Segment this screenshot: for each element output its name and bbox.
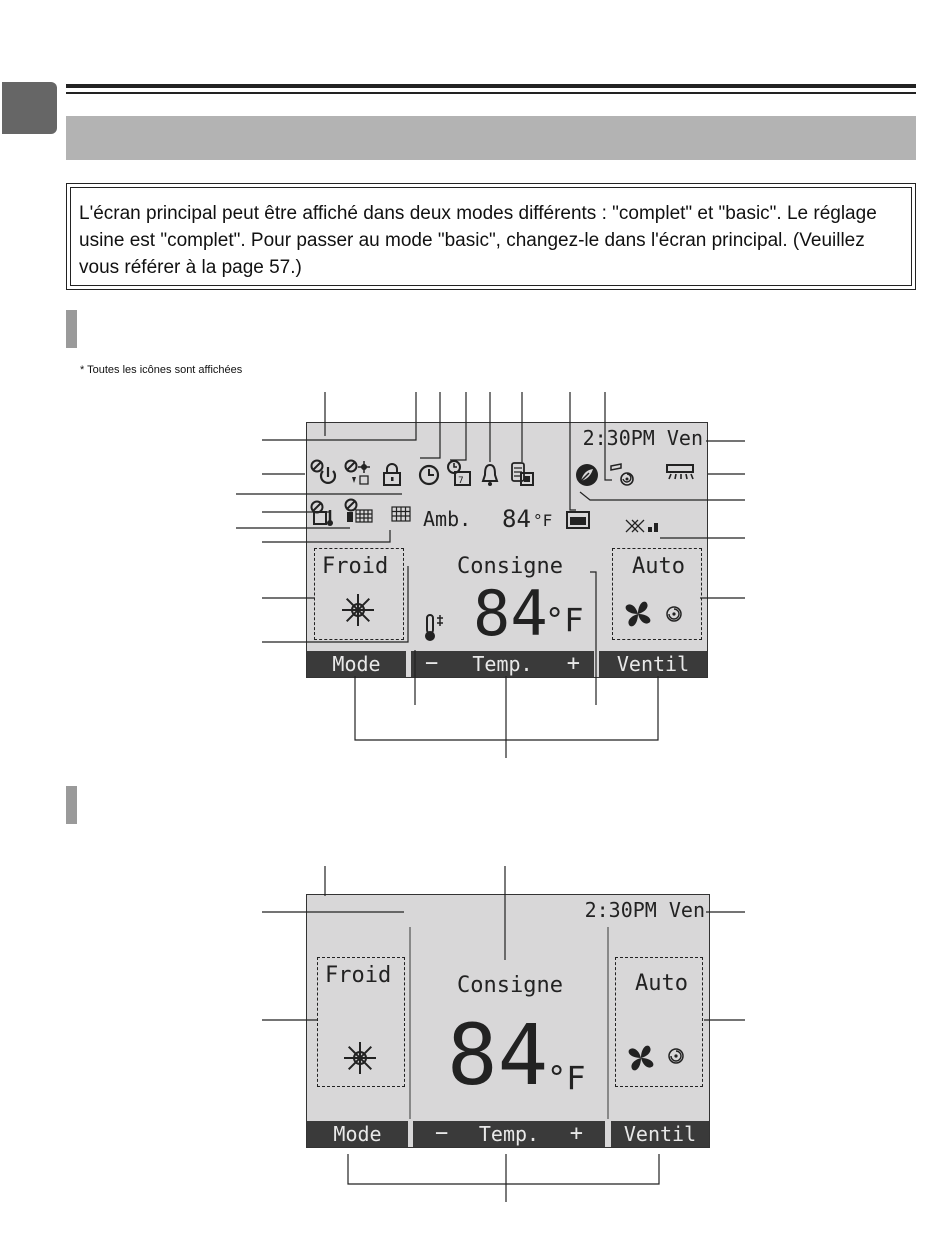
temp-button-label: Temp. (472, 652, 533, 676)
temp-plus[interactable]: + (566, 651, 580, 676)
basic-setpoint-unit: °F (547, 1059, 586, 1097)
basic-setpoint-value: 84 (447, 1006, 549, 1104)
temp-minus[interactable]: − (425, 651, 439, 676)
setpoint-unit: °F (545, 601, 584, 639)
ambient-unit: °F (533, 511, 553, 530)
basic-temp-minus[interactable]: − (435, 1121, 449, 1146)
basic-temp-button-label: Temp. (478, 1122, 540, 1146)
basic-clock-display: 2:30PM Ven (584, 898, 705, 922)
intro-text: L'écran principal peut être affiché dans deux modes différents : "complet" et "basic". Le réglage usine est "complet". Pour passer au mode "basic", changez-le dans l'écran principal. (Veuillez vous référer à la page 57.) (79, 203, 877, 278)
basic-mode-button-label: Mode (333, 1122, 382, 1146)
setpoint-value: 84 (473, 577, 548, 650)
basic-temp-plus[interactable]: + (569, 1121, 583, 1146)
basic-setpoint-label: Consigne (457, 973, 563, 998)
svg-text:7: 7 (458, 476, 464, 486)
fan-button-label: Ventil (616, 652, 690, 676)
footnote: * Toutes les icônes sont affichées (80, 364, 243, 376)
basic-fan-speed-label: Auto (635, 971, 688, 996)
fan-speed-label: Auto (632, 554, 685, 579)
basic-fan-button-label: Ventil (623, 1122, 697, 1146)
mode-label: Froid (322, 554, 389, 579)
clock-display: 2:30PM Ven (582, 426, 703, 450)
ambient-temp: 84 (502, 505, 531, 533)
ambient-label: Amb. (423, 507, 472, 531)
setpoint-label: Consigne (457, 554, 563, 579)
basic-mode-label: Froid (325, 963, 392, 988)
mode-button-label: Mode (332, 652, 381, 676)
